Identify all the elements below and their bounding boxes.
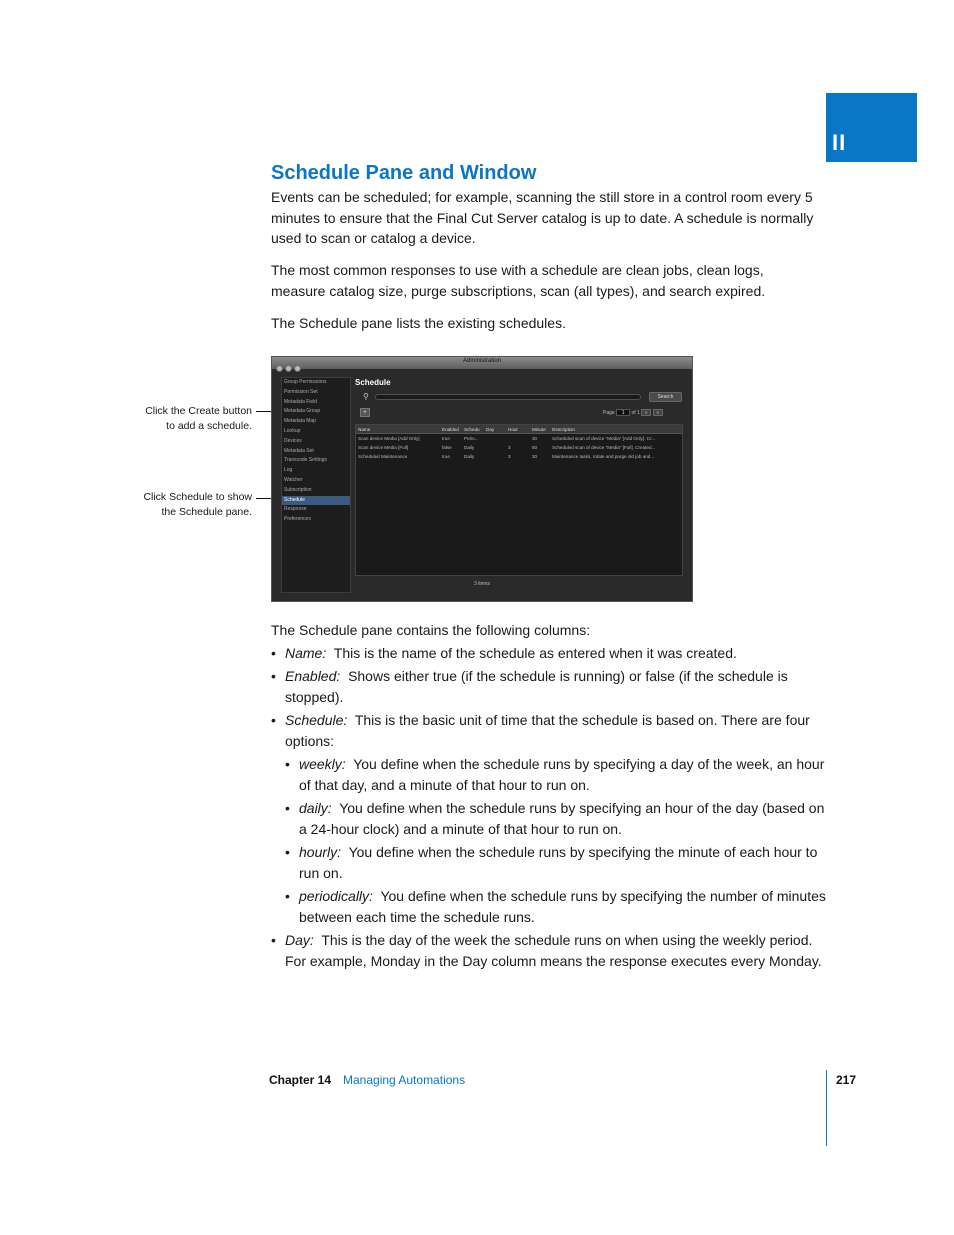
- zoom-window-icon[interactable]: [294, 365, 301, 372]
- table-row[interactable]: [356, 452, 682, 461]
- list-item-term: Name:: [285, 645, 327, 661]
- part-tab: [826, 93, 917, 162]
- sidebar-item-log[interactable]: Log: [284, 467, 293, 474]
- schedule-table: [355, 424, 683, 576]
- column-header-description[interactable]: Description: [552, 427, 575, 432]
- page-of-label: of 1: [631, 409, 640, 416]
- list-item: [285, 798, 831, 839]
- list-item-term: Schedule:: [285, 712, 348, 729]
- callout-create-line-1: Click the Create button: [145, 405, 252, 417]
- page-label: Page: [603, 409, 615, 416]
- list-item: [271, 930, 831, 971]
- column-header-hour[interactable]: Hour: [508, 427, 518, 432]
- list-item-term: Enabled:: [285, 668, 341, 685]
- bullet-icon: •: [271, 645, 276, 661]
- intro-text-3: The Schedule pane lists the existing schedules.: [271, 315, 566, 331]
- column-header-minute[interactable]: Minute: [532, 427, 546, 432]
- bullet-icon: •: [271, 932, 276, 949]
- footer-chapter: Chapter 14: [269, 1073, 332, 1087]
- search-button[interactable]: Search: [649, 392, 682, 402]
- callout-schedule: [120, 490, 252, 519]
- page-number: 217: [836, 1073, 857, 1087]
- cell-description: Scheduled scan of device "Media" [Add Only]. Cr...: [552, 436, 656, 441]
- list-item-term: periodically:: [299, 888, 373, 905]
- list-item-term: Day:: [285, 932, 314, 949]
- sidebar-item-devices[interactable]: Devices: [284, 437, 302, 444]
- window-titlebar: [272, 357, 692, 369]
- cell-minute: 30: [532, 454, 538, 459]
- column-descriptions-list: [271, 643, 831, 974]
- column-header-enabled[interactable]: Enabled: [442, 427, 459, 432]
- callout-schedule-line-2: the Schedule pane.: [161, 505, 252, 518]
- cell-schedule: Daily: [464, 454, 475, 459]
- create-icon: +: [363, 410, 367, 416]
- bullet-icon: •: [271, 712, 276, 729]
- cell-description: Maintenance tasks, rotate and purge old job and...: [552, 454, 655, 459]
- pane-title: Schedule: [355, 378, 391, 387]
- footer-section-link[interactable]: Managing Automations: [343, 1073, 466, 1087]
- sidebar-item-preferences[interactable]: Preferences: [284, 516, 311, 523]
- sidebar-item-lookup[interactable]: Lookup: [284, 427, 301, 434]
- part-tab-label: II: [832, 130, 847, 155]
- list-item-text: This is the basic unit of time that the schedule is based on. There are four options:: [285, 712, 810, 749]
- intro-text-1: Events can be scheduled; for example, scanning the still store in a control room every 5 minutes to ensure that the Final Cut Server catalog is up to date. A schedule is normally used to scan or catalog a device.: [271, 189, 814, 247]
- column-header-name[interactable]: Name: [358, 427, 371, 432]
- intro-paragraph-1: [271, 187, 821, 249]
- column-header-schedule[interactable]: Schedu: [464, 427, 480, 432]
- sidebar-item-metadata-set[interactable]: Metadata Set: [284, 447, 314, 454]
- cell-enabled: true: [442, 436, 450, 441]
- list-item-term: hourly:: [299, 844, 342, 861]
- cell-minute: 30: [532, 436, 538, 441]
- cell-name: Scan device Media [Add Only]: [358, 436, 420, 441]
- callout-schedule-line-1: Click Schedule to show: [143, 491, 252, 503]
- cell-name: Scheduled Maintenance: [358, 454, 408, 459]
- sidebar-item-watcher[interactable]: Watcher: [284, 476, 303, 483]
- list-item: [285, 754, 831, 795]
- sidebar-item-metadata-group[interactable]: Metadata Group: [284, 408, 321, 415]
- table-row[interactable]: [356, 443, 682, 452]
- callout-create: [120, 404, 252, 433]
- intro-paragraph-3: [271, 313, 821, 334]
- search-input[interactable]: [375, 394, 641, 400]
- list-item: [285, 842, 831, 883]
- cell-minute: 50: [532, 445, 538, 450]
- bullet-icon: •: [285, 844, 290, 861]
- next-page-button[interactable]: »: [653, 409, 663, 416]
- sidebar-item-group-permissions[interactable]: Group Permissions: [284, 379, 327, 385]
- cell-schedule: Perio...: [464, 436, 479, 441]
- status-count: 3 items: [473, 581, 491, 587]
- cell-enabled: false: [442, 445, 452, 450]
- cell-name: Scan device Media [Full]: [358, 445, 409, 450]
- list-item-text: This is the day of the week the schedule runs on when using the weekly period. For example, Monday in the Day column means the response executes every Monday.: [285, 932, 822, 969]
- pager: [603, 409, 663, 416]
- section-heading: Schedule Pane and Window: [271, 162, 537, 184]
- list-item-term: daily:: [299, 800, 332, 817]
- sidebar-item-permission-set[interactable]: Permission Set: [284, 388, 318, 395]
- prev-page-button[interactable]: «: [641, 409, 651, 416]
- sidebar-item-subscription[interactable]: Subscription: [284, 486, 312, 493]
- footer-rule: [826, 1070, 827, 1146]
- sidebar-item-transcode-settings[interactable]: Transcode Settings: [284, 457, 327, 464]
- list-item: [271, 710, 831, 751]
- list-item-term: weekly:: [299, 756, 346, 773]
- columns-intro-text: The Schedule pane contains the following columns:: [271, 622, 591, 638]
- sidebar-item-response[interactable]: Response: [284, 506, 307, 513]
- intro-text-2: The most common responses to use with a schedule are clean jobs, clean logs, measure catalog size, purge subscriptions, scan (all types), and search expired.: [271, 262, 766, 299]
- cell-hour: 3: [508, 445, 511, 450]
- cell-schedule: Daily: [464, 445, 475, 450]
- admin-sidebar: [281, 377, 351, 593]
- list-item: [285, 886, 831, 927]
- administration-window: [271, 356, 693, 602]
- list-item-text: You define when the schedule runs by specifying an hour of the day (based on a 24-hour clock) and a minute of that hour to run on.: [299, 800, 825, 837]
- list-item-text: You define when the schedule runs by specifying a day of the week, an hour of that day, and a minute of that hour to run on.: [299, 756, 825, 793]
- intro-paragraph-2: [271, 260, 821, 301]
- list-item-text: This is the name of the schedule as entered when it was created.: [333, 645, 737, 661]
- window-title: Administration: [462, 358, 501, 364]
- search-icon: ⚲: [363, 392, 369, 401]
- column-header-day[interactable]: Day: [486, 427, 495, 432]
- list-item-text: You define when the schedule runs by specifying the number of minutes between each time the schedule runs.: [299, 888, 826, 925]
- cell-enabled: true: [442, 454, 450, 459]
- columns-intro: [271, 620, 821, 641]
- bullet-icon: •: [271, 668, 276, 685]
- cell-description: Scheduled scan of device "Media" [Full]. Created...: [552, 445, 656, 450]
- table-header: [356, 425, 682, 434]
- sidebar-item-schedule[interactable]: Schedule: [282, 496, 350, 506]
- sidebar-item-metadata-field[interactable]: Metadata Field: [284, 398, 318, 405]
- page-input[interactable]: 1: [616, 409, 630, 416]
- callout-create-line-2: to add a schedule.: [166, 419, 252, 432]
- cell-hour: 3: [508, 454, 511, 459]
- list-item-text: You define when the schedule runs by specifying the minute of each hour to run on.: [299, 844, 818, 881]
- sidebar-item-metadata-map[interactable]: Metadata Map: [284, 418, 316, 425]
- close-window-icon[interactable]: [276, 365, 283, 372]
- bullet-icon: •: [285, 888, 290, 905]
- list-item: [271, 643, 831, 664]
- bullet-icon: •: [285, 756, 290, 773]
- list-item: [271, 666, 831, 707]
- create-button[interactable]: [360, 408, 370, 417]
- minimize-window-icon[interactable]: [285, 365, 292, 372]
- table-row[interactable]: [356, 434, 682, 443]
- bullet-icon: •: [285, 800, 290, 817]
- list-item-text: Shows either true (if the schedule is running) or false (if the schedule is stopped).: [285, 668, 788, 705]
